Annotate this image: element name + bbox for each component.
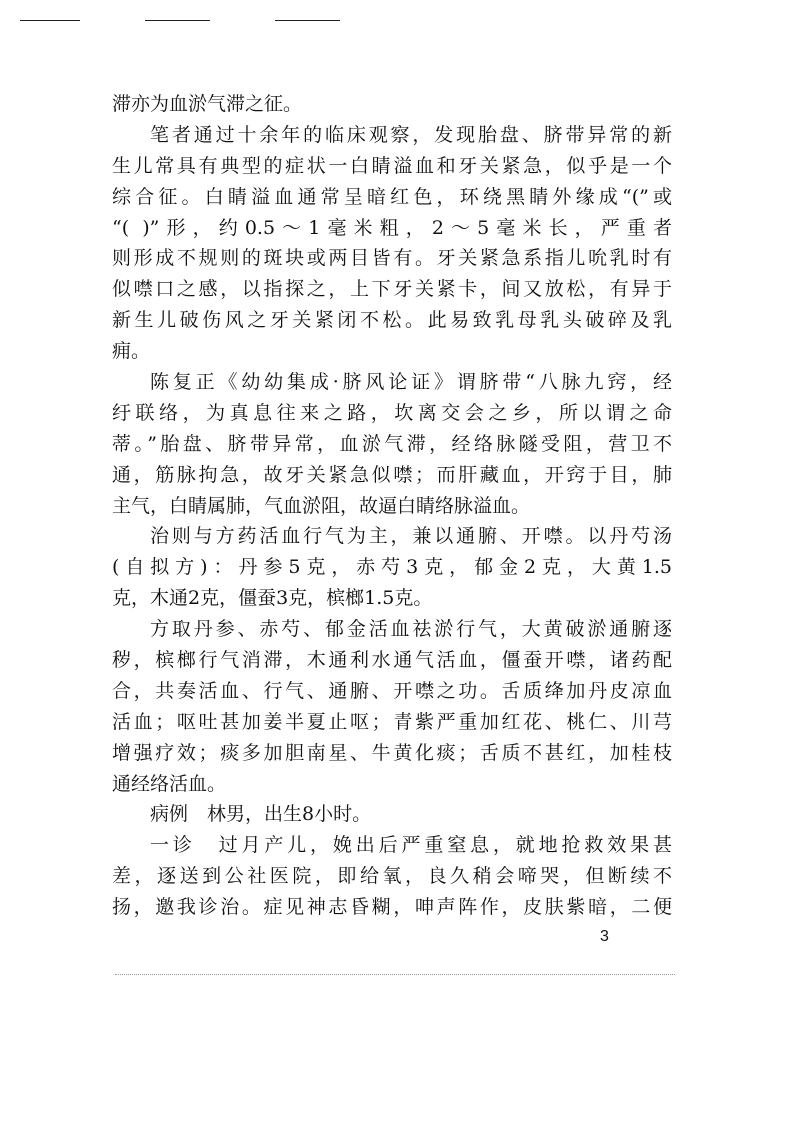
header-rule-1 xyxy=(20,20,80,21)
text-line: (自拟方)：丹参5克，赤芍3克，郁金2克，大黄1.5 xyxy=(112,556,672,579)
scan-artifact-line xyxy=(115,974,675,977)
text-line: 滞亦为血淤气滞之征。 xyxy=(112,93,303,115)
header-rule-3 xyxy=(275,20,340,21)
text-line: 纡联络，为真息往来之路，坎离交会之乡，所以谓之命 xyxy=(112,401,672,424)
text-line: 病例 林男，出生8小时。 xyxy=(150,803,372,826)
text-line: 一诊 过月产儿，娩出后严重窒息，就地抢救效果甚 xyxy=(150,834,672,857)
header-rule-2 xyxy=(145,20,210,21)
text-line: 则形成不规则的斑块或两目皆有。牙关紧急系指儿吮乳时有 xyxy=(112,247,672,270)
text-line: 差，逐送到公社医院，即给氧，良久稍会啼哭，但断续不 xyxy=(112,865,672,888)
text-line: 增强疗效；痰多加胆南星、牛黄化痰；舌质不甚红，加桂枝 xyxy=(112,741,672,764)
text-line: 似噤口之感，以指探之，上下牙关紧卡，间又放松，有异于 xyxy=(112,278,672,301)
text-line: 通，筋脉拘急，故牙关紧急似噤；而肝藏血，开窍于目，肺 xyxy=(112,463,672,486)
text-line: 方取丹参、赤芍、郁金活血祛淤行气，大黄破淤通腑逐 xyxy=(150,618,672,641)
text-line: 主气，白睛属肺，气血淤阻，故逼白睛络脉溢血。 xyxy=(112,494,531,517)
text-line: 治则与方药活血行气为主，兼以通腑、开噤。以丹芍汤 xyxy=(150,525,672,548)
text-line: 笔者通过十余年的临床观察，发现胎盘、脐带异常的新 xyxy=(150,123,672,146)
body-text xyxy=(112,89,672,923)
text-line: 秽，槟榔行气消滞，木通利水通气活血，僵蚕开噤，诸药配 xyxy=(112,649,672,672)
text-line: 扬，邀我诊治。症见神志昏糊，呻声阵作，皮肤紫暗，二便 xyxy=(112,896,672,919)
text-line: 痈。 xyxy=(112,340,151,363)
text-line: 陈复正《幼幼集成·脐风论证》谓脐带“八脉九窍，经 xyxy=(150,371,672,394)
text-line: 活血；呕吐甚加姜半夏止呕；青紫严重加红花、桃仁、川芎 xyxy=(112,710,672,733)
page-number: 3 xyxy=(600,928,609,945)
text-line: 通经络活血。 xyxy=(112,772,227,795)
text-line: 综合征。白睛溢血通常呈暗红色，环绕黑睛外缘成“(”或 xyxy=(112,185,672,208)
text-line: 新生儿破伤风之牙关紧闭不松。此易致乳母乳头破碎及乳 xyxy=(112,309,672,332)
text-line: 合，共奏活血、行气、通腑、开噤之功。舌质绛加丹皮凉血 xyxy=(112,679,672,702)
text-line: 蒂。”胎盘、脐带异常，血淤气滞，经络脉隧受阻，营卫不 xyxy=(112,432,672,455)
text-line: “( )”形，约0.5～1毫米粗，2～5毫米长，严重者 xyxy=(112,216,672,239)
text-line: 克，木通2克，僵蚕3克，槟榔1.5克。 xyxy=(112,587,433,610)
text-line: 生儿常具有典型的症状一白睛溢血和牙关紧急，似乎是一个 xyxy=(112,154,672,177)
